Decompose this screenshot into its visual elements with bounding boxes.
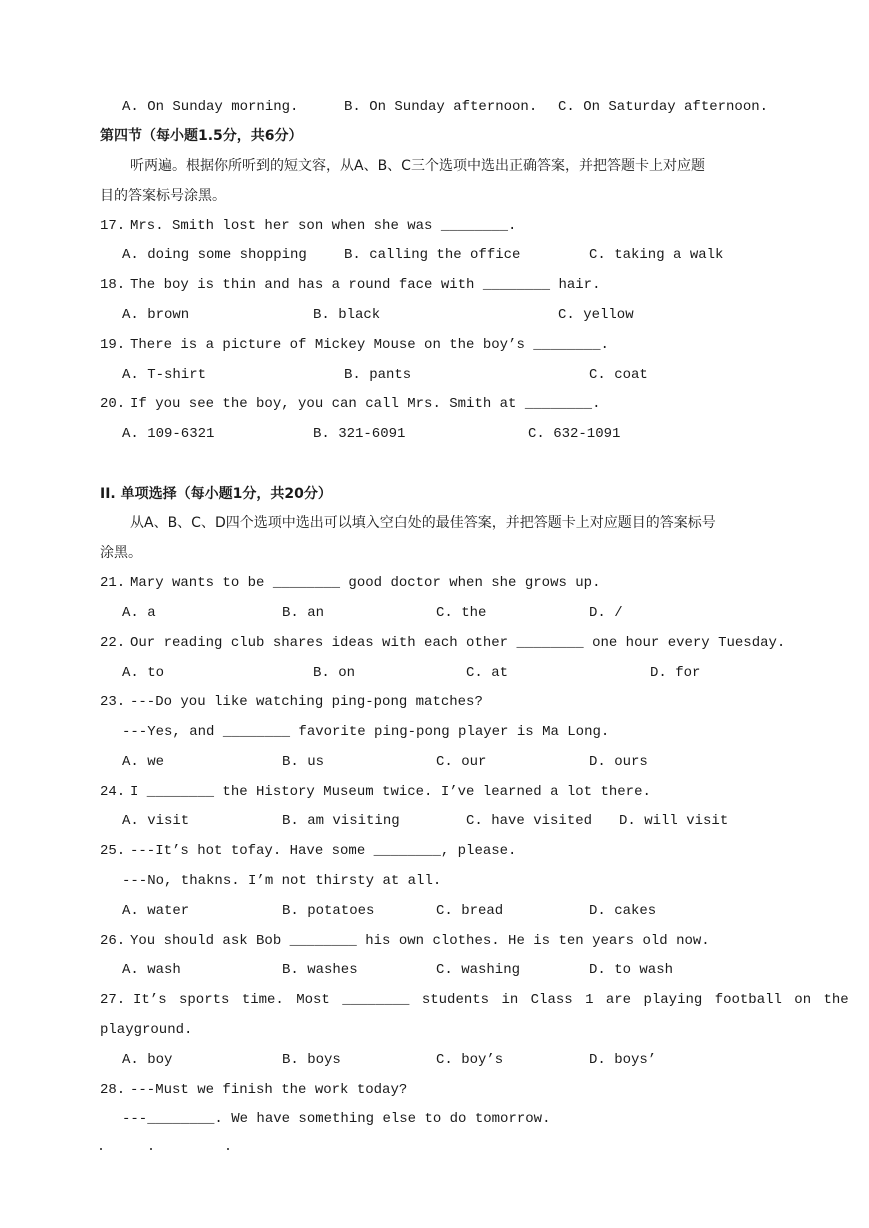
q23-option-c: C. our <box>436 754 487 770</box>
section4-title: 第四节（每小题1.5分，共6分） <box>100 128 303 144</box>
cutoff-dot <box>227 1148 229 1150</box>
section2-title: II. 单项选择（每小题1分，共20分） <box>100 486 332 502</box>
q19-option-c: C. coat <box>589 367 648 383</box>
q17-text: Mrs. Smith lost her son when she was ________. <box>130 218 517 234</box>
q21-option-c: C. the <box>436 605 487 621</box>
q18-text: The boy is thin and has a round face with ________ hair. <box>130 277 601 293</box>
q21-option-a: A. a <box>122 605 156 621</box>
q26-text: You should ask Bob ________ his own clothes. He is ten years old now. <box>130 933 710 949</box>
q25-number: 25. <box>100 843 126 859</box>
q24-option-d: D. will visit <box>619 813 729 829</box>
q27-option-b: B. boys <box>282 1052 341 1068</box>
section4-instruction-1: 听两遍。根据你所听到的短文容，从A、B、C三个选项中选出正确答案，并把答题卡上对应题 <box>130 158 705 174</box>
q22-option-d: D. for <box>650 665 701 681</box>
q17-option-a: A. doing some shopping <box>122 247 307 263</box>
q18-option-c: C. yellow <box>558 307 634 323</box>
q23-text: ---Do you like watching ping-pong matches? <box>130 694 483 710</box>
q24-option-c: C. have visited <box>466 813 593 829</box>
cutoff-dot <box>150 1148 152 1150</box>
q21-number: 21. <box>100 575 126 591</box>
q26-number: 26. <box>100 933 126 949</box>
q22-text: Our reading club shares ideas with each other ________ one hour every Tuesday. <box>130 635 786 651</box>
q21-option-b: B. an <box>282 605 325 621</box>
q21-text: Mary wants to be ________ good doctor when she grows up. <box>130 575 601 591</box>
q22-option-c: C. at <box>466 665 509 681</box>
q19-option-b: B. pants <box>344 367 412 383</box>
q18-option-b: B. black <box>313 307 381 323</box>
q27-option-d: D. boys’ <box>589 1052 657 1068</box>
q26-option-c: C. washing <box>436 962 521 978</box>
q28-text: ---Must we finish the work today? <box>130 1082 408 1098</box>
q20-option-b: B. 321-6091 <box>313 426 406 442</box>
section2-instruction-2: 涂黑。 <box>100 545 142 561</box>
q23-reply: ---Yes, and ________ favorite ping-pong player is Ma Long. <box>122 724 610 740</box>
q23-option-a: A. we <box>122 754 165 770</box>
q18-option-a: A. brown <box>122 307 190 323</box>
q27-text: It’s sports time. Most ________ students in Class 1 are playing football on the <box>133 992 849 1008</box>
q22-option-a: A. to <box>122 665 165 681</box>
q24-text: I ________ the History Museum twice. I’ve learned a lot there. <box>130 784 651 800</box>
q24-number: 24. <box>100 784 126 800</box>
q23-option-d: D. ours <box>589 754 648 770</box>
q25-option-b: B. potatoes <box>282 903 375 919</box>
q17-option-c: C. taking a walk <box>589 247 724 263</box>
q17-option-b: B. calling the office <box>344 247 521 263</box>
q21-option-d: D. / <box>589 605 623 621</box>
q23-option-b: B. us <box>282 754 325 770</box>
q16-option-b: B. On Sunday afternoon. <box>344 99 538 115</box>
q25-text: ---It’s hot tofay. Have some ________, please. <box>130 843 517 859</box>
section4-instruction-2: 目的答案标号涂黑。 <box>100 188 226 204</box>
q20-number: 20. <box>100 396 126 412</box>
q26-option-b: B. washes <box>282 962 358 978</box>
q26-option-d: D. to wash <box>589 962 674 978</box>
q22-option-b: B. on <box>313 665 356 681</box>
q18-number: 18. <box>100 277 126 293</box>
q20-text: If you see the boy, you can call Mrs. Smith at ________. <box>130 396 601 412</box>
q25-option-a: A. water <box>122 903 190 919</box>
q25-option-c: C. bread <box>436 903 504 919</box>
q19-number: 19. <box>100 337 126 353</box>
q26-option-a: A. wash <box>122 962 181 978</box>
q27-option-c: C. boy’s <box>436 1052 504 1068</box>
q28-reply: ---________. We have something else to do tomorrow. <box>122 1111 551 1127</box>
q16-option-c: C. On Saturday afternoon. <box>558 99 769 115</box>
q25-reply: ---No, thakns. I’m not thirsty at all. <box>122 873 442 889</box>
section2-instruction-1: 从A、B、C、D四个选项中选出可以填入空白处的最佳答案，并把答题卡上对应题目的答案标号 <box>130 515 716 531</box>
q27-text-continued: playground. <box>100 1022 193 1038</box>
q16-option-a: A. On Sunday morning. <box>122 99 299 115</box>
q28-number: 28. <box>100 1082 126 1098</box>
q17-number: 17. <box>100 218 126 234</box>
q20-option-a: A. 109-6321 <box>122 426 215 442</box>
q22-number: 22. <box>100 635 126 651</box>
q27-number: 27. <box>100 992 126 1008</box>
q25-option-d: D. cakes <box>589 903 657 919</box>
q19-option-a: A. T-shirt <box>122 367 207 383</box>
q19-text: There is a picture of Mickey Mouse on the boy’s ________. <box>130 337 609 353</box>
q20-option-c: C. 632-1091 <box>528 426 621 442</box>
q24-option-b: B. am visiting <box>282 813 400 829</box>
q24-option-a: A. visit <box>122 813 190 829</box>
q23-number: 23. <box>100 694 126 710</box>
cutoff-dot <box>100 1148 102 1150</box>
q27-option-a: A. boy <box>122 1052 173 1068</box>
